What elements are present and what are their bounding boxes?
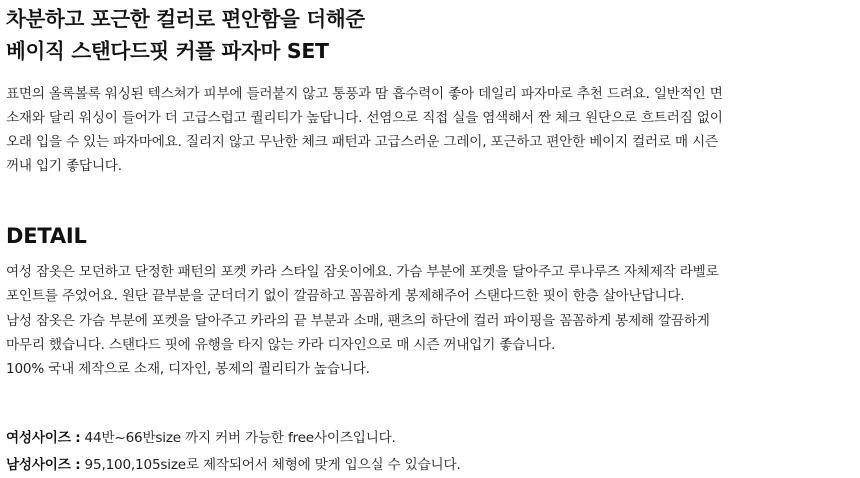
intro-line-3: 오래 입을 수 있는 파자마에요. 질리지 않고 무난한 체크 패턴과 고급스러운 그레이, 포근하고 편안한 베이지 컬러로 매 시즌: [6, 133, 718, 150]
detail-men-line-1: 남성 잠옷은 가슴 부분에 포켓을 달아주고 카라의 끝 부분과 소매, 팬츠의 하단에 컬러 파이핑을 꼼꼼하게 봉제해 깔끔하게: [6, 312, 710, 329]
page-title-line-2: 베이직 스탠다드핏 커플 파자마 SET: [6, 38, 329, 63]
intro-line-1: 표면의 올록볼록 워싱된 텍스쳐가 피부에 들러붙지 않고 통풍과 땀 흡수력이 좋아 데일리 파자마로 추천 드려요. 일반적인 면: [6, 85, 723, 102]
intro-line-2: 소재와 달리 워싱이 들어가 더 고급스럽고 퀄리티가 높답니다. 선염으로 직접 실을 염색해서 짠 체크 원단으로 흐트러짐 없이: [6, 109, 723, 126]
detail-section-body: [6, 260, 854, 381]
page-title-line-1: 차분하고 포근한 컬러로 편안함을 더해준: [6, 7, 365, 31]
intro-paragraph: [6, 82, 854, 179]
size-row-women: [6, 425, 854, 452]
size-info-block: [6, 425, 854, 478]
intro-line-4: 꺼내 입기 좋답니다.: [6, 158, 122, 175]
detail-quality-line: 100% 국내 제작으로 소재, 디자인, 봉제의 퀄리티가 높습니다.: [6, 361, 370, 378]
detail-women-line-2: 포인트를 주었어요. 원단 끝부분을 군더더기 없이 깔끔하고 꼼꼼하게 봉제해주어 스탠다드한 핏이 한층 살아난답니다.: [6, 288, 685, 305]
size-label-women: 여성사이즈 :: [6, 430, 81, 447]
detail-section-heading: DETAIL: [6, 224, 87, 249]
page-title: [6, 4, 854, 68]
size-label-men: 남성사이즈 :: [6, 456, 81, 473]
size-row-men: [6, 452, 854, 478]
size-value-men: 95,100,105size로 제작되어서 체형에 맞게 입으실 수 있습니다.: [80, 456, 461, 473]
detail-men-line-2: 마무리 했습니다. 스탠다드 핏에 유행을 타지 않는 카라 디자인으로 매 시즌 꺼내입기 좋습니다.: [6, 336, 556, 353]
size-value-women: 44반~66반size 까지 커버 가능한 free사이즈입니다.: [80, 430, 396, 447]
detail-women-line-1: 여성 잠옷은 모던하고 단정한 패턴의 포켓 카라 스타일 잠옷이에요. 가슴 부분에 포켓을 달아주고 루나루즈 자체제작 라벨로: [6, 264, 719, 281]
